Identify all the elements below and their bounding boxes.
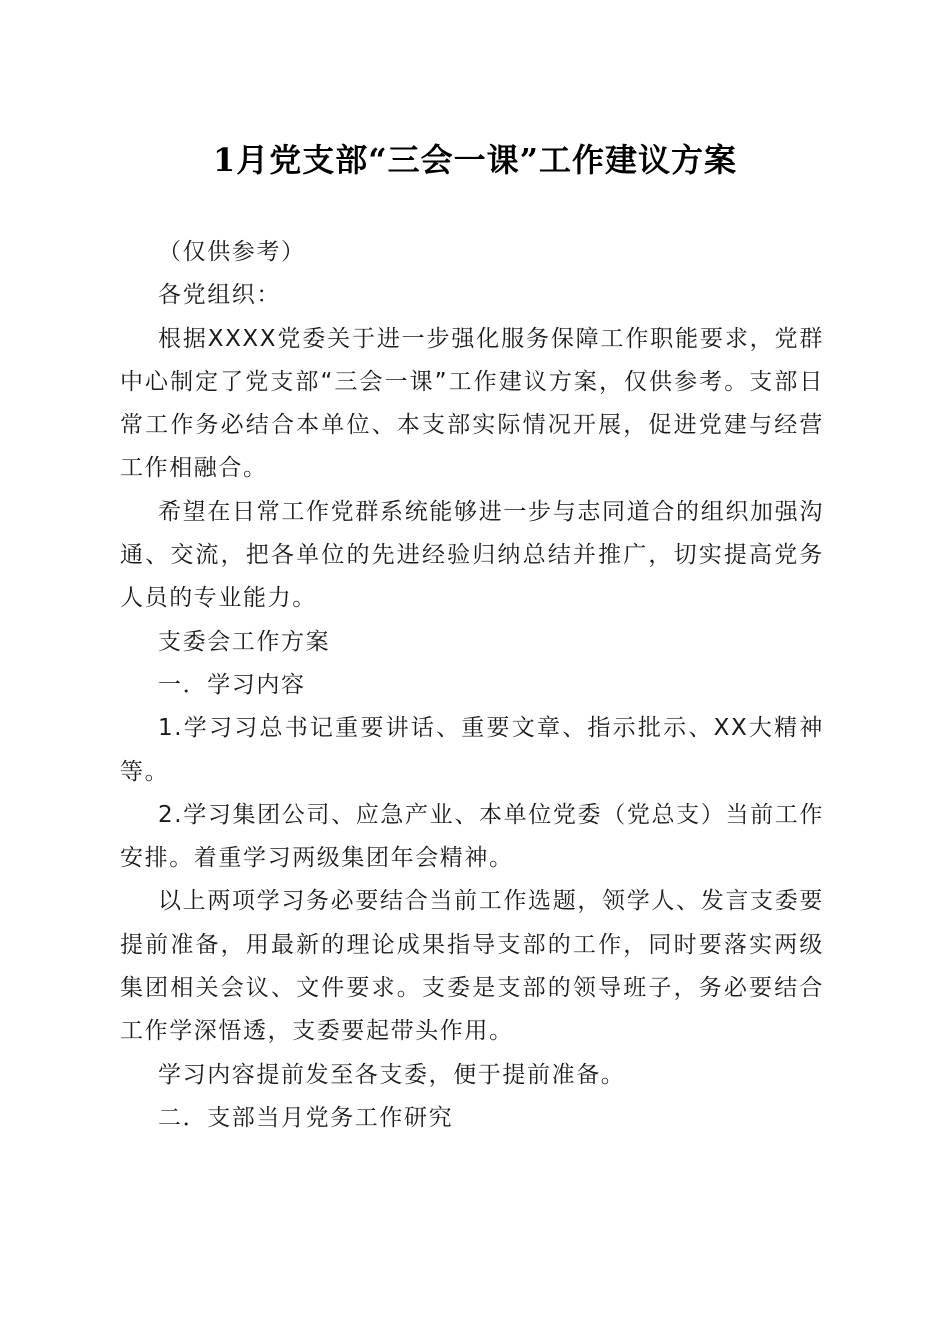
subheading-study-content: 一．学习内容	[158, 671, 306, 698]
list-item-1: 1.学习习总书记重要讲话、重要文章、指示批示、XX大精神等。	[120, 715, 824, 785]
subheading-monthly-research: 二．支部当月党务工作研究	[158, 1104, 454, 1131]
paragraph-hope: 希望在日常工作党群系统能够进一步与志同道合的组织加强沟通、交流，把各单位的先进经验归纳总结并推广，切实提高党务人员的专业能力。	[120, 498, 824, 612]
note-reference-only: （仅供参考）	[158, 239, 306, 265]
document-title: 1月党支部“三会一课”工作建议方案	[212, 141, 738, 179]
document-body	[120, 231, 824, 1140]
paragraph-advance-notice: 学习内容提前发至各支委，便于提前准备。	[158, 1061, 626, 1088]
section-heading-committee-plan: 支委会工作方案	[158, 628, 331, 655]
paragraph-intro: 根据XXXX党委关于进一步强化服务保障工作职能要求，党群中心制定了党支部“三会一课”工作建议方案，仅供参考。支部日常工作务必结合本单位、本支部实际情况开展，促进党建与经营工作相融合。	[120, 325, 824, 482]
salutation: 各党组织：	[158, 282, 281, 309]
list-item-2: 2.学习集团公司、应急产业、本单位党委（党总支）当前工作安排。着重学习两级集团年会精神。	[120, 801, 824, 872]
paragraph-study-requirements: 以上两项学习务必要结合当前工作选题，领学人、发言支委要提前准备，用最新的理论成果指导支部的工作，同时要落实两级集团相关会议、文件要求。支委是支部的领导班子，务必要结合工作学深悟透，支委要起带头作用。	[120, 888, 824, 1045]
